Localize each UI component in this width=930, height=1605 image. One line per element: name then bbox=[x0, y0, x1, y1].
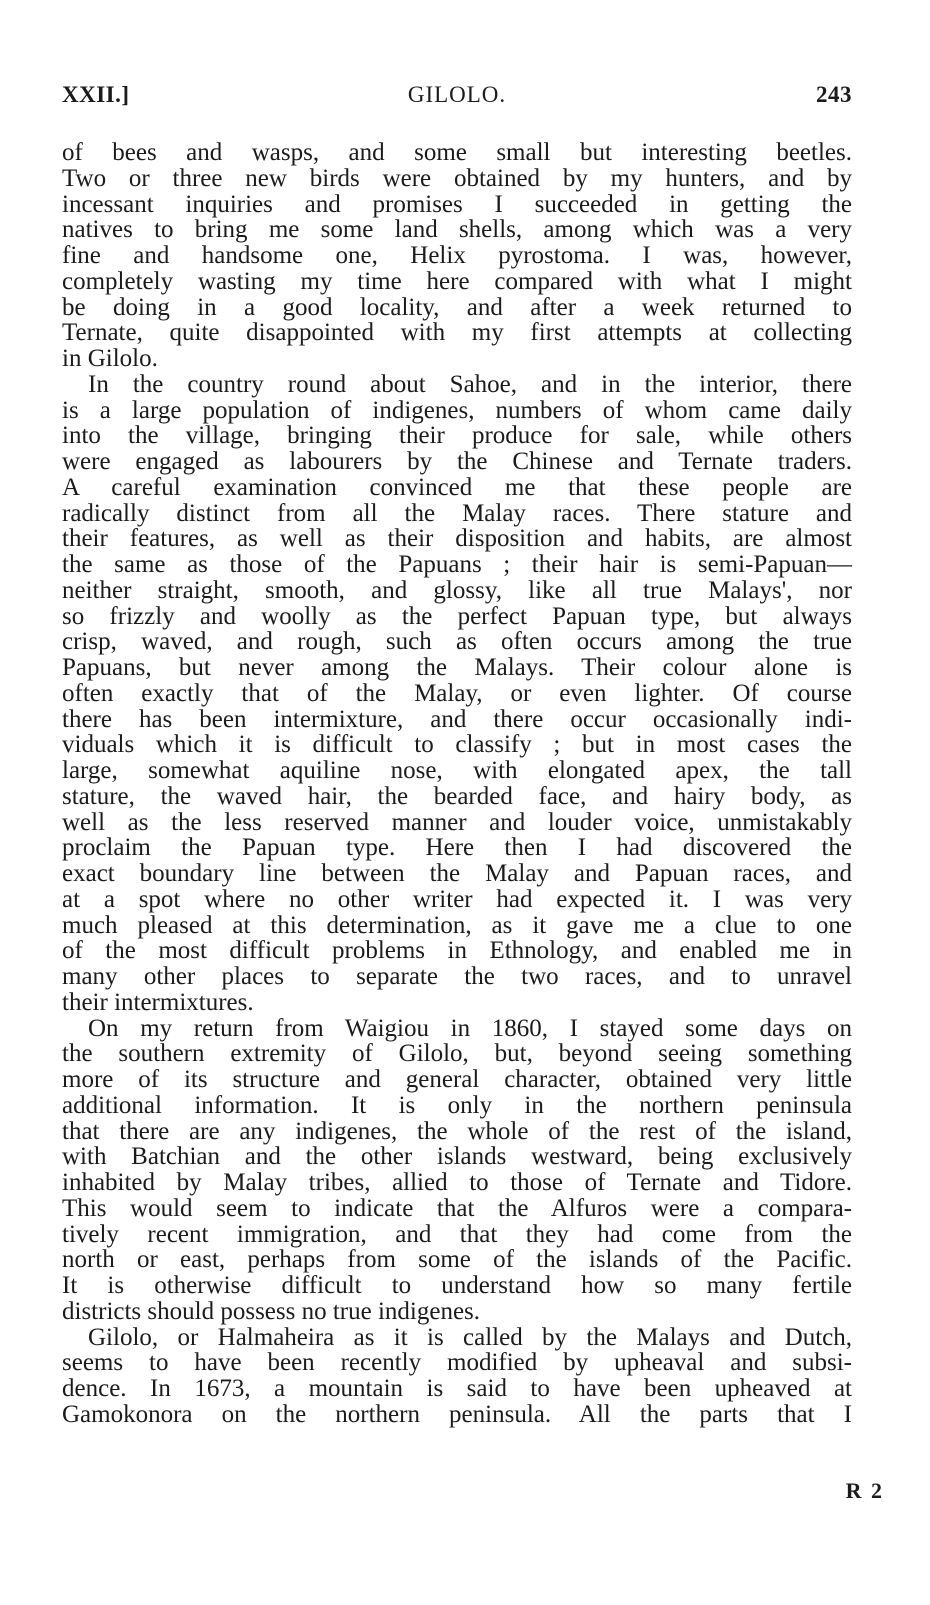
text-line: fine and handsome one, Helix pyrostoma. I was, however, bbox=[62, 242, 852, 269]
body-text bbox=[62, 140, 852, 1428]
text-line: be doing in a good locality, and after a week returned to bbox=[62, 293, 852, 321]
text-line: Two or three new birds were obtained by my hunters, and by bbox=[62, 164, 852, 192]
text-line: many other places to separate the two races, and to unravel bbox=[62, 963, 852, 990]
text-line: their intermixtures. bbox=[62, 988, 254, 1016]
text-line: Ternate, quite disappointed with my first attempts at collecting bbox=[62, 319, 852, 347]
text-line: A careful examination convinced me that these people are bbox=[62, 473, 852, 501]
text-line: at a spot where no other writer had expected it. I was very bbox=[62, 885, 852, 913]
text-line: north or east, perhaps from some of the islands of the Pacific. bbox=[62, 1246, 852, 1274]
text-line: the southern extremity of Gilolo, but, beyond seeing something bbox=[62, 1040, 852, 1068]
text-line: inhabited by Malay tribes, allied to those of Ternate and Tidore. bbox=[62, 1169, 852, 1196]
text-line: stature, the waved hair, the bearded face, and hairy body, as bbox=[62, 782, 852, 810]
text-line: This would seem to indicate that the Alfuros were a compara- bbox=[62, 1194, 852, 1222]
text-line: additional information. It is only in the northern peninsula bbox=[62, 1091, 852, 1119]
text-line: into the village, bringing their produce for sale, while others bbox=[62, 422, 852, 450]
text-line: well as the less reserved manner and louder voice, unmistakably bbox=[62, 808, 852, 836]
text-line: natives to bring me some land shells, among which was a very bbox=[62, 216, 852, 244]
text-line: large, somewhat aquiline nose, with elongated apex, the tall bbox=[62, 757, 852, 784]
signature-mark: R 2 bbox=[845, 1478, 884, 1503]
text-line: Papuans, but never among the Malays. Their colour alone is bbox=[62, 654, 852, 681]
text-line: It is otherwise difficult to understand how so many fertile bbox=[62, 1272, 852, 1299]
text-line: incessant inquiries and promises I succeeded in getting the bbox=[62, 190, 852, 218]
text-line: were engaged as labourers by the Chinese and Ternate traders. bbox=[62, 448, 852, 475]
text-line: with Batchian and the other islands westward, being exclusively bbox=[62, 1143, 852, 1171]
text-line: neither straight, smooth, and glossy, like all true Malays', nor bbox=[62, 576, 852, 604]
page-number: 243 bbox=[816, 82, 852, 107]
text-line: in Gilolo. bbox=[62, 345, 158, 372]
text-line: much pleased at this determination, as it gave me a clue to one bbox=[62, 911, 852, 939]
text-line: the same as those of the Papuans ; their hair is semi-Papuan— bbox=[62, 551, 852, 578]
text-line: radically distinct from all the Malay races. There stature and bbox=[62, 499, 852, 527]
text-line: districts should possess no true indigenes. bbox=[62, 1297, 481, 1325]
text-line: seems to have been recently modified by upheaval and subsi- bbox=[62, 1349, 852, 1377]
text-line: tively recent immigration, and that they had come from the bbox=[62, 1220, 852, 1248]
text-line: exact boundary line between the Malay and Papuan races, and bbox=[62, 860, 852, 887]
text-line: In the country round about Sahoe, and in the interior, there bbox=[88, 370, 852, 398]
text-line: their features, as well as their disposition and habits, are almost bbox=[62, 525, 852, 553]
running-head bbox=[62, 74, 852, 114]
text-line: that there are any indigenes, the whole of the rest of the island, bbox=[62, 1117, 852, 1145]
chapter-number: XXII.] bbox=[62, 82, 130, 107]
text-line: dence. In 1673, a mountain is said to have been upheaved at bbox=[62, 1375, 852, 1402]
text-line: there has been intermixture, and there occur occasionally indi- bbox=[62, 705, 852, 733]
text-line: Gilolo, or Halmaheira as it is called by the Malays and Dutch, bbox=[88, 1323, 852, 1351]
text-line: viduals which it is difficult to classify ; but in most cases the bbox=[62, 731, 852, 759]
text-line: of bees and wasps, and some small but interesting beetles. bbox=[62, 139, 852, 166]
text-line: so frizzly and woolly as the perfect Papuan type, but always bbox=[62, 602, 852, 630]
text-line: more of its structure and general character, obtained very little bbox=[62, 1066, 852, 1093]
text-line: proclaim the Papuan type. Here then I had discovered the bbox=[62, 834, 852, 862]
page-title: GILOLO. bbox=[407, 82, 507, 107]
text-line: On my return from Waigiou in 1860, I stayed some days on bbox=[88, 1014, 852, 1042]
book-page bbox=[62, 74, 852, 1428]
text-line: of the most difficult problems in Ethnology, and enabled me in bbox=[62, 937, 852, 965]
text-line: often exactly that of the Malay, or even lighter. Of course bbox=[62, 679, 852, 707]
text-line: is a large population of indigenes, numbers of whom came daily bbox=[62, 396, 852, 424]
text-line: Gamokonora on the northern peninsula. All the parts that I bbox=[62, 1400, 852, 1428]
text-line: completely wasting my time here compared with what I might bbox=[62, 267, 852, 295]
text-line: crisp, waved, and rough, such as often occurs among the true bbox=[62, 628, 852, 656]
